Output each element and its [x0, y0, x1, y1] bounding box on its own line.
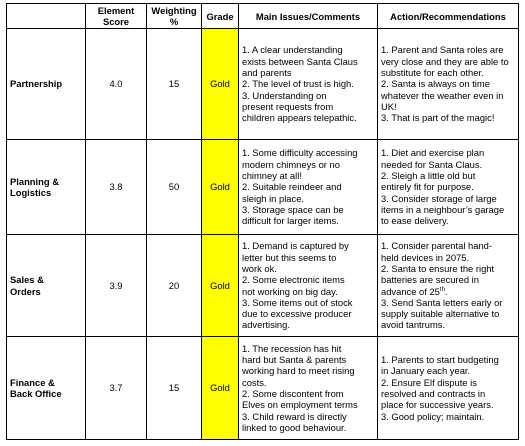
header-main-issues: Main Issues/Comments: [239, 4, 378, 29]
element-name: Planning & Logistics: [7, 140, 86, 235]
main-issues: 1. The recession has hit hard but Santa & parents working hard to meet rising costs. 2. Some discontent from Elves on employment terms 3. Child reward is directly linked to good behaviour.: [239, 337, 378, 440]
element-name: Sales & Orders: [7, 235, 86, 337]
header-element-score: Element Score: [86, 4, 147, 29]
weighting: 20: [147, 235, 202, 337]
recommendations: 1. Diet and exercise plan needed for Santa Claus. 2. Sleigh a little old but entirely fit for purpose. 3. Consider storage of large items in a neighbour’s garage to ease delivery.: [378, 140, 519, 235]
scorecard-table: [6, 3, 519, 440]
header-weighting: Weighting %: [147, 4, 202, 29]
recommendations: 1. Consider parental hand- held devices in 2075. 2. Santa to ensure the right batteries are secured in advance of 25th. 3. Send Santa letters early or supply suitable alternative to avoid tantrums.: [378, 235, 519, 337]
element-score: 3.8: [86, 140, 147, 235]
main-issues: 1. A clear understanding exists between Santa Claus and parents 2. The level of trust is high. 3. Understanding on present requests from children appears telepathic.: [239, 29, 378, 140]
main-issues: 1. Demand is captured by letter but this seems to work ok. 2. Some electronic items not working on big day. 3. Some items out of stock due to excessive producer advertising.: [239, 235, 378, 337]
header-row: [7, 4, 519, 29]
header-actions: Action/Recommendations: [378, 4, 519, 29]
table-row-planning-logistics: [7, 140, 519, 235]
grade-badge: Gold: [202, 140, 239, 235]
element-name: Partnership: [7, 29, 86, 140]
weighting: 15: [147, 29, 202, 140]
header-grade: Grade: [202, 4, 239, 29]
ordinal-suffix: th: [439, 286, 445, 293]
table-row-finance-back-office: [7, 337, 519, 440]
element-name: Finance & Back Office: [7, 337, 86, 440]
header-element: [7, 4, 86, 29]
main-issues: 1. Some difficulty accessing modern chimneys or no chimney at all! 2. Suitable reindeer and sleigh in place. 3. Storage space can be difficult for larger items.: [239, 140, 378, 235]
element-score: 3.9: [86, 235, 147, 337]
grade-badge: Gold: [202, 337, 239, 440]
recommendations: 1. Parents to start budgeting in January each year. 2. Ensure Elf dispute is resolved and contracts in place for successive years. 3. Good policy; maintain.: [378, 337, 519, 440]
element-score: 4.0: [86, 29, 147, 140]
recommendations: 1. Parent and Santa roles are very close and they are able to substitute for each other. 2. Santa is always on time whatever the weather even in UK! 3. That is part of the magic!: [378, 29, 519, 140]
weighting: 50: [147, 140, 202, 235]
weighting: 15: [147, 337, 202, 440]
grade-badge: Gold: [202, 29, 239, 140]
grade-badge: Gold: [202, 235, 239, 337]
element-score: 3.7: [86, 337, 147, 440]
table-row-sales-orders: [7, 235, 519, 337]
table-row-partnership: [7, 29, 519, 140]
